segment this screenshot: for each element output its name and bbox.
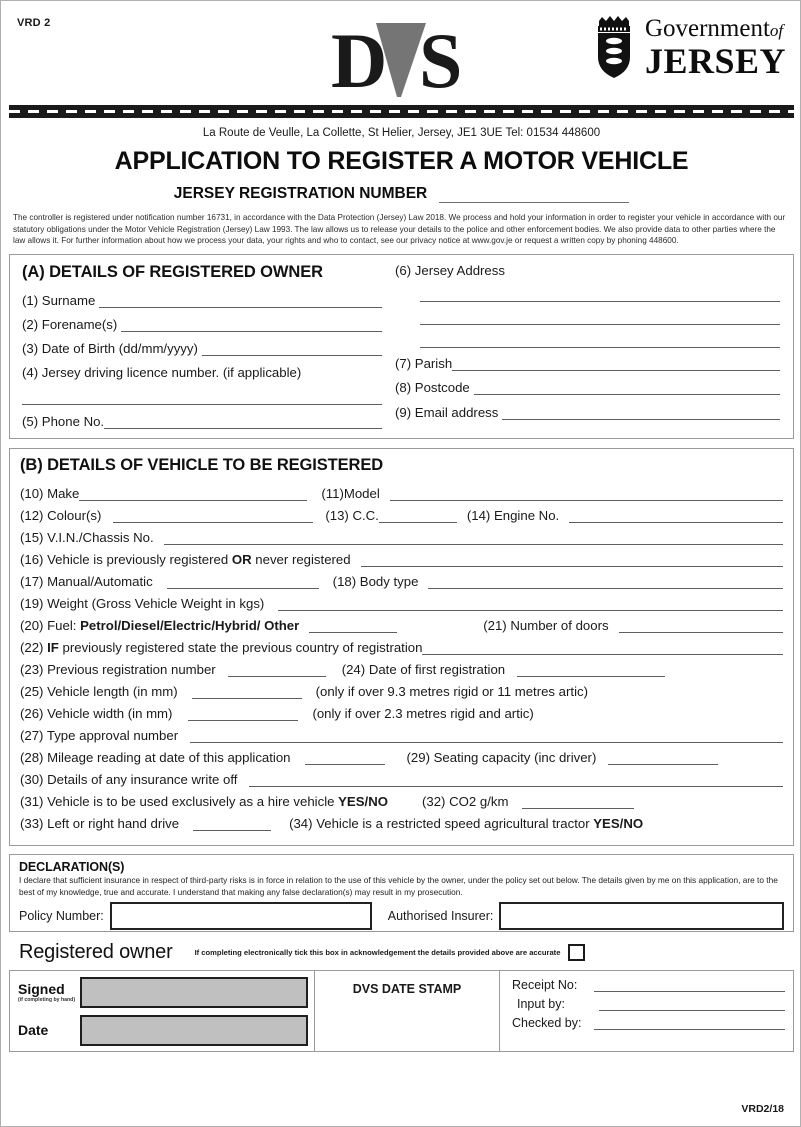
driving-licence-label: (4) Jersey driving licence number. (if applicable) — [22, 364, 302, 380]
parish-input[interactable] — [452, 359, 780, 371]
checked-by-input[interactable] — [594, 1018, 785, 1030]
registered-owner-row — [9, 941, 794, 964]
svg-text:S: S — [419, 19, 463, 97]
email-address-input[interactable] — [502, 408, 780, 420]
receipt-block — [500, 971, 793, 1051]
hire-vehicle-label: (31) Vehicle is to be used exclusively as a hire vehicle YES/NO — [20, 793, 388, 809]
vehicle-length-label: (25) Vehicle length (in mm) — [20, 683, 178, 699]
policy-number-label: Policy Number: — [19, 909, 104, 924]
fuel-label: (20) Fuel: Petrol/Diesel/Electric/Hybrid/ Other — [20, 617, 300, 633]
mileage-input[interactable] — [305, 753, 385, 765]
jersey-registration-number-label: JERSEY REGISTRATION NUMBER — [173, 185, 428, 202]
colours-input[interactable] — [113, 511, 313, 523]
type-approval-input[interactable] — [190, 731, 783, 743]
previous-country-input[interactable] — [422, 643, 783, 655]
vin-chassis-input[interactable] — [164, 533, 783, 545]
hand-drive-input[interactable] — [193, 819, 271, 831]
postcode-label: (8) Postcode — [395, 379, 470, 395]
declaration-section — [9, 854, 794, 932]
tick-box-instruction: If completing electronically tick this box in acknowledgement the details provided above are accurate — [194, 947, 561, 957]
surname-input[interactable] — [99, 296, 382, 308]
office-use-block — [9, 970, 794, 1052]
make-input[interactable] — [79, 489, 307, 501]
engine-no-input[interactable] — [569, 511, 783, 523]
co2-label: (32) CO2 g/km — [421, 793, 509, 809]
parish-label: (7) Parish — [395, 355, 453, 371]
signature-block — [10, 971, 315, 1051]
signed-sublabel: (if completing by hand) — [18, 996, 76, 1003]
privacy-notice-text: The controller is registered under notification number 16731, in accordance with the Data Protection (Jersey) Law 2018. We process and hold your information in order to register your vehicle in accordance with our statutory obligations under the Motor Vehicle Registration (Jersey) Law 1993. The law allows us to release your details to the police and other enforcement bodies. We also provide data to other parties where the law allows it. For further information about how we process your data, your rights and who to contact, see our privacy notice at www.gov.je or request a written copy by phoning 448600. — [13, 213, 786, 246]
jersey-address-line-3[interactable] — [420, 336, 780, 348]
page-header — [9, 7, 794, 103]
input-by-label: Input by: — [517, 996, 565, 1011]
vehicle-length-note: (only if over 9.3 metres rigid or 11 metres artic) — [315, 683, 588, 699]
section-b-vehicle-details — [9, 448, 794, 846]
date-input[interactable] — [80, 1015, 308, 1046]
mileage-label: (28) Mileage reading at date of this application — [20, 749, 291, 765]
seating-capacity-label: (29) Seating capacity (inc driver) — [406, 749, 597, 765]
footer-code: VRD2/18 — [741, 1103, 784, 1115]
vehicle-length-input[interactable] — [192, 687, 302, 699]
model-label: (11)Model — [321, 485, 380, 501]
jersey-registration-number-input[interactable] — [439, 188, 629, 203]
previously-registered-input[interactable] — [361, 555, 783, 567]
hand-drive-label: (33) Left or right hand drive — [20, 815, 180, 831]
previous-country-label: (22) IF previously registered state the previous country of registration — [20, 639, 423, 655]
number-of-doors-input[interactable] — [619, 621, 783, 633]
signed-label: Signed (if completing by hand) — [18, 982, 80, 1003]
road-stripe-divider — [9, 105, 794, 118]
weight-label: (19) Weight (Gross Vehicle Weight in kgs) — [20, 595, 265, 611]
model-input[interactable] — [390, 489, 783, 501]
jersey-registration-number-row — [9, 185, 794, 203]
cc-input[interactable] — [379, 511, 457, 523]
jersey-crest-icon — [593, 15, 635, 79]
fuel-input[interactable] — [309, 621, 397, 633]
phone-number-input[interactable] — [104, 417, 382, 429]
jersey-word: JERSEY — [644, 40, 786, 81]
svg-text:D: D — [331, 19, 388, 97]
date-of-birth-input[interactable] — [202, 344, 382, 356]
date-of-birth-label: (3) Date of Birth (dd/mm/yyyy) — [22, 340, 198, 356]
body-type-input[interactable] — [428, 577, 783, 589]
engine-no-label: (14) Engine No. — [466, 507, 560, 523]
forenames-input[interactable] — [121, 320, 382, 332]
government-word: Government — [644, 14, 770, 42]
number-of-doors-label: (21) Number of doors — [483, 617, 609, 633]
agricultural-tractor-label: (34) Vehicle is a restricted speed agricultural tractor YES/NO — [289, 815, 644, 831]
declaration-body-text: I declare that sufficient insurance in respect of third-party risks is in force in relation to the use of this vehicle by the owner, under the policy set out below. The details given by me on this application, are to the best of my knowledge, true and accurate. I understand that making any false declaration(s) may result in my prosecution. — [19, 874, 778, 897]
insurance-write-off-label: (30) Details of any insurance write off — [20, 771, 238, 787]
body-type-label: (18) Body type — [332, 573, 419, 589]
forenames-label: (2) Forename(s) — [22, 316, 118, 332]
dvs-logo — [329, 19, 499, 97]
previously-registered-label: (16) Vehicle is previously registered OR never registered — [20, 551, 351, 567]
date-first-registration-label: (24) Date of first registration — [341, 661, 506, 677]
cc-label: (13) C.C. — [325, 507, 379, 523]
insurance-write-off-input[interactable] — [249, 775, 783, 787]
driving-licence-input[interactable] — [22, 393, 382, 405]
authorised-insurer-input[interactable] — [499, 902, 784, 930]
acknowledgement-checkbox[interactable] — [568, 944, 585, 961]
jersey-address-line-2[interactable] — [420, 313, 780, 325]
section-a-title: (A) DETAILS OF REGISTERED OWNER — [22, 262, 323, 281]
previous-registration-number-input[interactable] — [228, 665, 326, 677]
vin-chassis-label: (15) V.I.N./Chassis No. — [20, 529, 154, 545]
weight-input[interactable] — [278, 599, 783, 611]
input-by-input[interactable] — [599, 999, 785, 1011]
previous-registration-number-label: (23) Previous registration number — [20, 661, 216, 677]
declaration-title: DECLARATION(S) — [19, 859, 125, 874]
vehicle-width-note: (only if over 2.3 metres rigid and artic) — [312, 705, 534, 721]
type-approval-label: (27) Type approval number — [20, 727, 179, 743]
jersey-address-label: (6) Jersey Address — [395, 262, 505, 278]
email-address-label: (9) Email address — [395, 404, 499, 420]
checked-by-label: Checked by: — [512, 1015, 582, 1030]
postcode-input[interactable] — [474, 383, 780, 395]
receipt-no-label: Receipt No: — [512, 977, 578, 992]
vehicle-width-input[interactable] — [188, 709, 298, 721]
dvs-date-stamp-label: DVS DATE STAMP — [352, 981, 462, 996]
date-first-registration-input[interactable] — [517, 665, 665, 677]
form-code-label: VRD 2 — [17, 17, 51, 29]
signature-input[interactable] — [80, 977, 308, 1008]
make-label: (10) Make — [20, 485, 80, 501]
phone-number-label: (5) Phone No. — [22, 413, 105, 429]
receipt-no-input[interactable] — [594, 980, 785, 992]
government-of-jersey-logo — [593, 15, 786, 79]
authorised-insurer-label: Authorised Insurer: — [387, 909, 494, 924]
seating-capacity-input[interactable] — [608, 753, 718, 765]
jersey-address-line-1[interactable] — [420, 290, 780, 302]
registered-owner-heading: Registered owner — [19, 940, 173, 963]
of-word: of — [769, 20, 784, 40]
transmission-input[interactable] — [167, 577, 319, 589]
vehicle-width-label: (26) Vehicle width (in mm) — [20, 705, 173, 721]
co2-input[interactable] — [522, 797, 634, 809]
policy-number-input[interactable] — [110, 902, 372, 930]
section-b-title: (B) DETAILS OF VEHICLE TO BE REGISTERED — [20, 455, 384, 474]
colours-label: (12) Colour(s) — [20, 507, 102, 523]
transmission-label: (17) Manual/Automatic — [20, 573, 153, 589]
section-a-registered-owner — [9, 254, 794, 439]
office-address: La Route de Veulle, La Collette, St Helier, Jersey, JE1 3UE Tel: 01534 448600 — [202, 127, 601, 139]
surname-label: (1) Surname — [22, 292, 96, 308]
dvs-date-stamp-area — [315, 971, 500, 1051]
date-label: Date — [18, 1022, 49, 1039]
page-title: APPLICATION TO REGISTER A MOTOR VEHICLE — [114, 147, 689, 175]
